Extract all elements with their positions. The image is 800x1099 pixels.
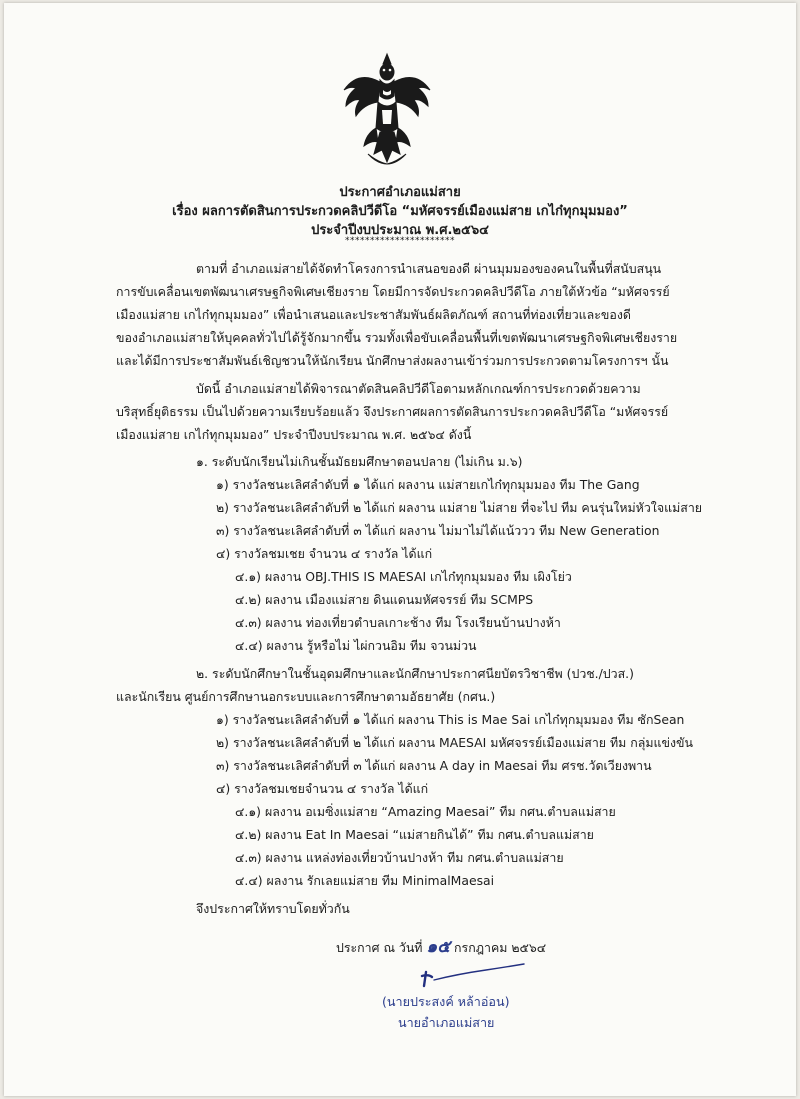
award-item: ๔) รางวัลชมเชยจำนวน ๔ รางวัล ได้แก่ (216, 781, 429, 796)
award-item: ๓) รางวัลชนะเลิศลำดับที่ ๓ ได้แก่ ผลงาน ไม่มาไม่ได้แน้ววว ทีม New Generation (216, 523, 660, 538)
signatory-name: (นายประสงค์ หล้าอ่อน) (382, 994, 510, 1009)
paragraph-line: บัดนี้ อำเภอแม่สายได้พิจารณาตัดสินคลิปวีดีโอตามหลักเกณฑ์การประกวดด้วยความ (196, 381, 641, 396)
paragraph-line: เมืองแม่สาย เกไก๋ทุกมุมมอง” ประจำปีงบประมาณ พ.ศ. ๒๕๖๔ ดังนี้ (116, 427, 472, 442)
award-item: ๔) รางวัลชมเชย จำนวน ๔ รางวัล ได้แก่ (216, 546, 433, 561)
award-subitem: ๔.๔) ผลงาน รักเลยแม่สาย ทีม MinimalMaesai (235, 873, 495, 888)
date-suffix: กรกฎาคม ๒๕๖๔ (454, 940, 547, 955)
announcement-subject: เรื่อง ผลการตัดสินการประกวดคลิปวีดีโอ “มหัศจรรย์เมืองแม่สาย เกไก๋ทุกมุมมอง” (172, 204, 628, 219)
section-heading-continued: และนักเรียน ศูนย์การศึกษานอกระบบและการศึกษาตามอัธยาศัย (กศน.) (116, 689, 496, 704)
announcement-date (336, 938, 546, 957)
paragraph-line: ตามที่ อำเภอแม่สายได้จัดทำโครงการนำเสนอของดี ผ่านมุมมองของคนในพื้นที่สนับสนุน (196, 261, 662, 276)
section-heading: ๑. ระดับนักเรียนไม่เกินชั้นมัธยมศึกษาตอนปลาย (ไม่เกิน ม.๖) (196, 454, 523, 469)
award-subitem: ๔.๔) ผลงาน รู้หรือไม่ ไผ่กวนอิม ทีม จวนม่วน (235, 638, 477, 653)
date-day-handwritten: ๑๕ (426, 937, 451, 957)
award-subitem: ๔.๒) ผลงาน Eat In Maesai “แม่สายกินได้” ทีม กศน.ตำบลแม่สาย (235, 827, 594, 842)
handwritten-signature (418, 960, 528, 990)
signatory-position: นายอำเภอแม่สาย (398, 1015, 495, 1030)
award-subitem: ๔.๑) ผลงาน อเมซิ่งแม่สาย “Amazing Maesai” ทีม กศน.ตำบลแม่สาย (235, 804, 616, 819)
paragraph-line: บริสุทธิ์ยุติธรรม เป็นไปด้วยความเรียบร้อยแล้ว จึงประกาศผลการตัดสินการประกวดคลิปวีดีโอ “มหัศจรรย์ (116, 404, 669, 419)
paragraph-line: ของอำเภอแม่สายให้บุคคลทั่วไปได้รู้จักมากขึ้น รวมทั้งเพื่อขับเคลื่อนพื้นที่เขตพัฒนาเศรษฐกิจพิเศษเชียงราย (116, 330, 678, 345)
announcement-title: ประกาศอำเภอแม่สาย (339, 185, 461, 200)
paragraph-line: การขับเคลื่อนเขตพัฒนาเศรษฐกิจพิเศษเชียงราย โดยมีการจัดประกวดคลิปวีดีโอ ภายใต้หัวข้อ “มหัศจรรย์ (116, 284, 670, 299)
fiscal-year: ประจำปีงบประมาณ พ.ศ.๒๕๖๔ (311, 223, 489, 238)
award-subitem: ๔.๓) ผลงาน ท่องเที่ยวตำบลเกาะช้าง ทีม โรงเรียนบ้านปางห้า (235, 615, 561, 630)
section-heading: ๒. ระดับนักศึกษาในชั้นอุดมศึกษาและนักศึกษาประกาศนียบัตรวิชาชีพ (ปวช./ปวส.) (196, 666, 634, 681)
award-item: ๑) รางวัลชนะเลิศลำดับที่ ๑ ได้แก่ ผลงาน แม่สายเกไก๋ทุกมุมมอง ทีม The Gang (216, 477, 640, 492)
award-item: ๓) รางวัลชนะเลิศลำดับที่ ๓ ได้แก่ ผลงาน A day in Maesai ทีม ศรช.วัดเวียงพาน (216, 758, 652, 773)
award-subitem: ๔.๒) ผลงาน เมืองแม่สาย ดินแดนมหัศจรรย์ ทีม SCMPS (235, 592, 534, 607)
garuda-emblem-icon (338, 50, 436, 176)
award-item: ๒) รางวัลชนะเลิศลำดับที่ ๒ ได้แก่ ผลงาน MAESAI มหัศจรรย์เมืองแม่สาย ทีม กลุ่มแข่งขัน (216, 735, 693, 750)
award-item: ๑) รางวัลชนะเลิศลำดับที่ ๑ ได้แก่ ผลงาน This is Mae Sai เกไก๋ทุกมุมมอง ทีม ซักSean (216, 712, 685, 727)
paragraph-line: เมืองแม่สาย เกไก๋ทุกมุมมอง” เพื่อนำเสนอและประชาสัมพันธ์ผลิตภัณฑ์ สถานที่ท่องเที่ยวและของดี (116, 307, 631, 322)
award-subitem: ๔.๑) ผลงาน OBJ.THIS IS MAESAI เกไก๋ทุกมุมมอง ทีม เผิงโย่ว (235, 569, 572, 584)
award-subitem: ๔.๓) ผลงาน แหล่งท่องเที่ยวบ้านปางห้า ทีม กศน.ตำบลแม่สาย (235, 850, 564, 865)
award-item: ๒) รางวัลชนะเลิศลำดับที่ ๒ ได้แก่ ผลงาน แม่สาย ไม่สาย ที่จะไป ทีม คนรุ่นใหม่หัวใจแม่สาย (216, 500, 703, 515)
closing-statement: จึงประกาศให้ทราบโดยทั่วกัน (196, 901, 350, 916)
date-prefix: ประกาศ ณ วันที่ (336, 940, 423, 955)
paragraph-line: และได้มีการประชาสัมพันธ์เชิญชวนให้นักเรียน นักศึกษาส่งผลงานเข้าร่วมการประกวดตามโครงการฯ นั้น (116, 353, 669, 368)
separator-stars: ********************** (345, 236, 455, 246)
